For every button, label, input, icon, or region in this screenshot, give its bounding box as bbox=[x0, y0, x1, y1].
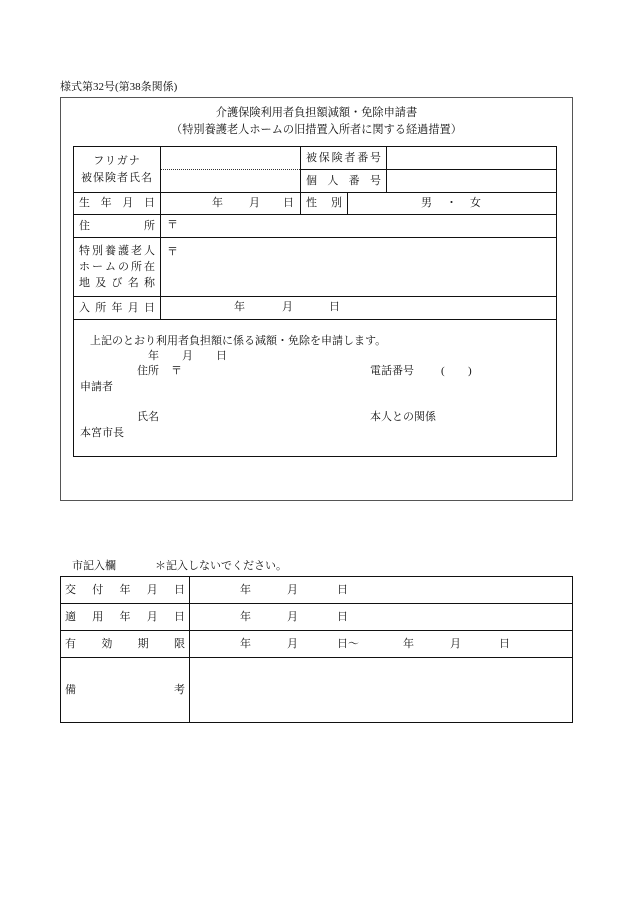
issue-date-label-cell bbox=[61, 577, 190, 604]
postal-mark: 〒 bbox=[167, 246, 178, 258]
month-unit: 月 bbox=[287, 611, 298, 623]
start-year-unit: 年 bbox=[240, 638, 251, 650]
facility-field bbox=[161, 238, 557, 297]
form-number: 様式第32号(第38条関係) bbox=[60, 81, 178, 93]
application-form bbox=[60, 97, 573, 501]
start-month-unit: 月 bbox=[287, 638, 298, 650]
gender-separator: ・ bbox=[446, 197, 457, 209]
birth-day-unit: 日 bbox=[283, 197, 294, 209]
address-label-cell bbox=[74, 215, 161, 238]
start-day-unit: 日〜 bbox=[337, 638, 359, 650]
apply-date-label: 適 用 年 月 日 bbox=[65, 610, 185, 623]
furigana-label: フリガナ bbox=[93, 154, 141, 167]
personal-number-field bbox=[387, 170, 557, 193]
form-title: 介護保険利用者負担額減額・免除申請書 bbox=[215, 107, 418, 119]
applicant-address-label: 住所 bbox=[137, 365, 159, 377]
gender-female-option: 女 bbox=[470, 197, 481, 209]
insured-name-label-cell bbox=[74, 147, 161, 193]
address-field bbox=[161, 215, 557, 238]
city-use-note: ＊記入しないでください。 bbox=[155, 560, 287, 572]
gender-label-cell bbox=[301, 193, 348, 215]
declaration-statement: 上記のとおり利用者負担額に係る減額・免除を申請します。 bbox=[90, 335, 387, 347]
application-year-unit: 年 bbox=[148, 350, 159, 362]
remarks-field bbox=[190, 658, 573, 723]
day-unit: 日 bbox=[337, 611, 348, 623]
admission-date-label: 入 所 年 月 日 bbox=[79, 301, 155, 314]
birth-month-unit: 月 bbox=[249, 197, 260, 209]
application-month-unit: 月 bbox=[182, 350, 193, 362]
applicant-label: 申請者 bbox=[80, 381, 113, 393]
issue-date-field bbox=[190, 577, 573, 604]
birth-date-label: 生 年 月 日 bbox=[79, 197, 155, 209]
insured-name-field bbox=[161, 147, 301, 193]
facility-label-cell bbox=[74, 238, 161, 297]
end-day-unit: 日 bbox=[499, 638, 510, 650]
birth-year-unit: 年 bbox=[212, 197, 223, 209]
address-label: 住 所 bbox=[79, 219, 155, 232]
admission-year-unit: 年 bbox=[234, 301, 245, 313]
insured-number-label-cell bbox=[301, 147, 387, 170]
phone-label: 電話番号 bbox=[370, 365, 414, 377]
birth-date-field bbox=[161, 193, 301, 215]
birth-date-label-cell bbox=[74, 193, 161, 215]
applicant-name-label: 氏名 bbox=[137, 411, 159, 423]
issue-date-label: 交 付 年 月 日 bbox=[65, 583, 185, 596]
relationship-label: 本人との関係 bbox=[370, 411, 436, 423]
validity-period-label: 有 効 期 限 bbox=[65, 637, 185, 650]
facility-label-line: ホ ー ム の 所 在 bbox=[79, 261, 155, 273]
postal-mark: 〒 bbox=[167, 219, 178, 231]
day-unit: 日 bbox=[337, 584, 348, 596]
admission-day-unit: 日 bbox=[329, 301, 340, 313]
year-unit: 年 bbox=[240, 611, 251, 623]
admission-date-field bbox=[161, 297, 557, 320]
insured-name-label: 被保険者氏名 bbox=[81, 171, 153, 184]
apply-date-field bbox=[190, 604, 573, 631]
year-unit: 年 bbox=[240, 584, 251, 596]
gender-field bbox=[348, 193, 557, 215]
applicant-table bbox=[73, 146, 557, 457]
remarks-label: 備 考 bbox=[65, 683, 185, 696]
phone-open-paren: ( bbox=[441, 365, 445, 377]
gender-male-option: 男 bbox=[421, 197, 432, 209]
facility-label-line: 地 及 び 名 称 bbox=[79, 277, 155, 289]
application-day-unit: 日 bbox=[216, 350, 227, 362]
admission-date-label-cell bbox=[74, 297, 161, 320]
furigana-divider bbox=[161, 169, 300, 170]
end-year-unit: 年 bbox=[403, 638, 414, 650]
remarks-label-cell bbox=[61, 658, 190, 723]
validity-period-label-cell bbox=[61, 631, 190, 658]
insured-number-label: 被 保 険 者 番 号 bbox=[306, 151, 381, 164]
postal-mark: 〒 bbox=[171, 365, 182, 377]
admission-month-unit: 月 bbox=[282, 301, 293, 313]
addressee: 本宮市長 bbox=[80, 427, 124, 439]
apply-date-label-cell bbox=[61, 604, 190, 631]
end-month-unit: 月 bbox=[450, 638, 461, 650]
declaration-section bbox=[74, 320, 557, 457]
personal-number-label-cell bbox=[301, 170, 387, 193]
city-use-heading: 市記入欄 bbox=[72, 560, 116, 572]
validity-period-field bbox=[190, 631, 573, 658]
city-use-table bbox=[60, 576, 573, 723]
personal-number-label: 個 人 番 号 bbox=[306, 174, 381, 187]
insured-number-field bbox=[387, 147, 557, 170]
gender-label: 性 別 bbox=[306, 197, 342, 209]
form-subtitle: （特別養護老人ホームの旧措置入所者に関する経過措置） bbox=[171, 124, 462, 136]
month-unit: 月 bbox=[287, 584, 298, 596]
facility-label-line: 特 別 養 護 老 人 bbox=[79, 245, 155, 257]
phone-close-paren: ) bbox=[468, 365, 472, 377]
